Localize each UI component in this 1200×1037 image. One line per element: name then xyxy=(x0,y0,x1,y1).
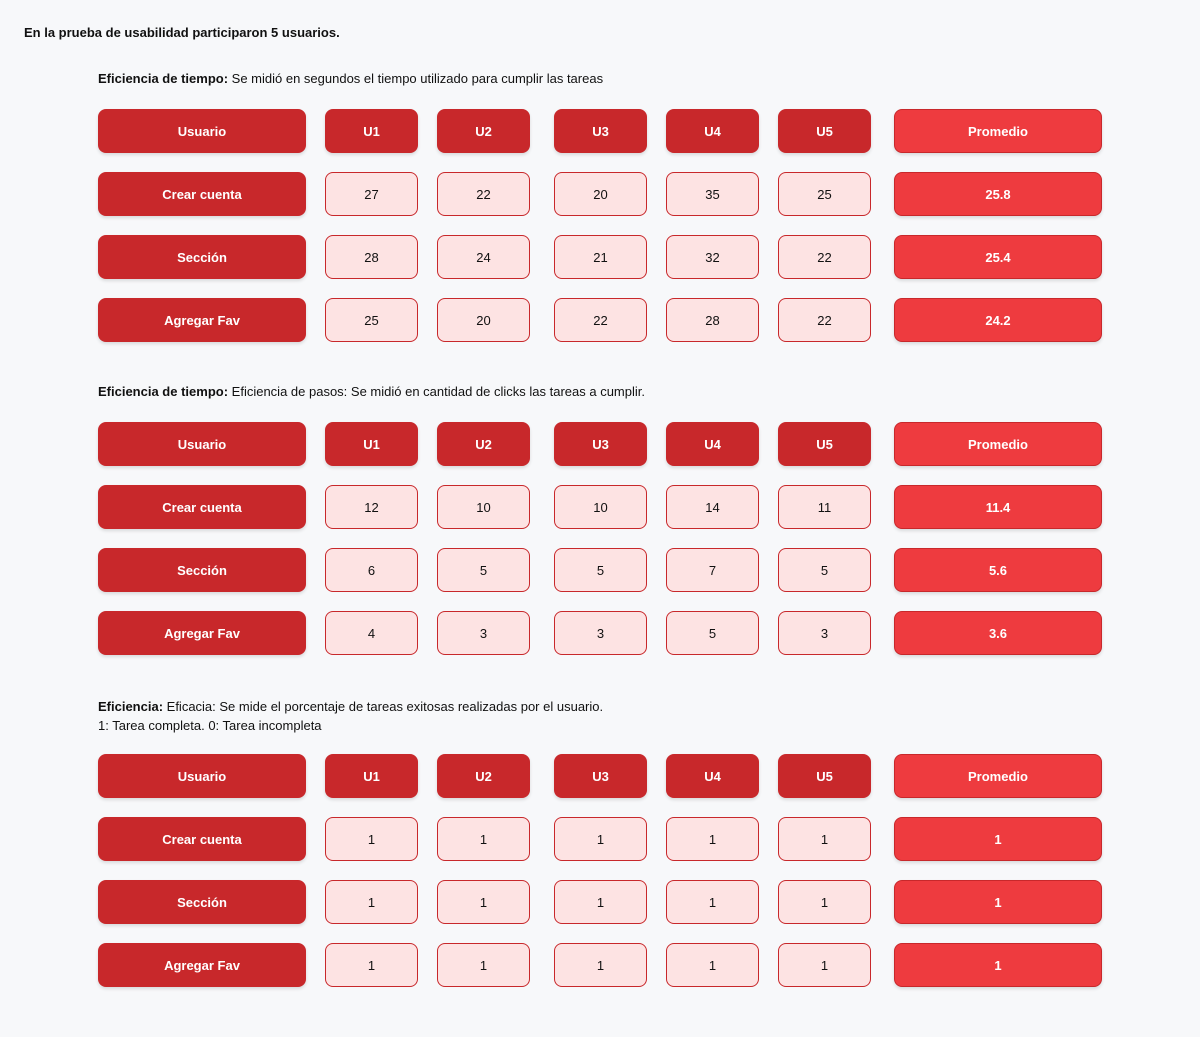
table-header-cell: U4 xyxy=(666,422,759,466)
table-cell: 35 xyxy=(666,172,759,216)
table-header-cell: Usuario xyxy=(98,754,306,798)
task-label-cell: Agregar Fav xyxy=(98,943,306,987)
table-cell: 7 xyxy=(666,548,759,592)
table-header-cell: Promedio xyxy=(894,422,1102,466)
table-cell: 20 xyxy=(437,298,530,342)
section-description xyxy=(98,382,645,401)
table-cell: 1 xyxy=(325,943,418,987)
section-label: Eficiencia de tiempo: xyxy=(98,384,229,399)
task-label-cell: Agregar Fav xyxy=(98,611,306,655)
task-label-cell: Sección xyxy=(98,235,306,279)
average-cell: 3.6 xyxy=(894,611,1102,655)
section-note: 1: Tarea completa. 0: Tarea incompleta xyxy=(98,718,322,733)
section-text: Se midió en segundos el tiempo utilizado para cumplir las tareas xyxy=(228,71,604,86)
average-cell: 24.2 xyxy=(894,298,1102,342)
table-cell: 1 xyxy=(554,880,647,924)
intro-text: En la prueba de usabilidad participaron 5 usuarios. xyxy=(24,25,340,40)
section-label: Eficiencia: xyxy=(98,699,164,714)
section-description xyxy=(98,697,603,735)
table-cell: 24 xyxy=(437,235,530,279)
table-cell: 1 xyxy=(437,817,530,861)
table-cell: 1 xyxy=(554,817,647,861)
table-cell: 5 xyxy=(437,548,530,592)
average-cell: 1 xyxy=(894,880,1102,924)
table-header-cell: U1 xyxy=(325,754,418,798)
table-header-cell: U1 xyxy=(325,422,418,466)
table-cell: 22 xyxy=(778,298,871,342)
table-header-cell: Promedio xyxy=(894,754,1102,798)
task-label-cell: Crear cuenta xyxy=(98,172,306,216)
table-cell: 1 xyxy=(437,943,530,987)
task-label-cell: Agregar Fav xyxy=(98,298,306,342)
table-header-cell: U1 xyxy=(325,109,418,153)
average-cell: 25.8 xyxy=(894,172,1102,216)
table-cell: 1 xyxy=(437,880,530,924)
task-label-cell: Crear cuenta xyxy=(98,817,306,861)
table-header-cell: U2 xyxy=(437,109,530,153)
task-label-cell: Crear cuenta xyxy=(98,485,306,529)
section-text: Eficacia: Se mide el porcentaje de tareas exitosas realizadas por el usuario. xyxy=(163,699,604,714)
table-cell: 20 xyxy=(554,172,647,216)
table-header-cell: U2 xyxy=(437,754,530,798)
table-cell: 4 xyxy=(325,611,418,655)
table-cell: 12 xyxy=(325,485,418,529)
table-cell: 22 xyxy=(554,298,647,342)
table-header-cell: Promedio xyxy=(894,109,1102,153)
task-label-cell: Sección xyxy=(98,880,306,924)
table-cell: 3 xyxy=(437,611,530,655)
table-header-cell: U5 xyxy=(778,754,871,798)
average-cell: 5.6 xyxy=(894,548,1102,592)
table-cell: 1 xyxy=(666,880,759,924)
table-cell: 1 xyxy=(325,817,418,861)
table-cell: 1 xyxy=(778,880,871,924)
table-cell: 14 xyxy=(666,485,759,529)
table-cell: 1 xyxy=(778,943,871,987)
table-header-cell: Usuario xyxy=(98,422,306,466)
table-cell: 1 xyxy=(666,943,759,987)
table-cell: 10 xyxy=(437,485,530,529)
table-cell: 32 xyxy=(666,235,759,279)
section-text: Eficiencia de pasos: Se midió en cantidad de clicks las tareas a cumplir. xyxy=(228,384,645,399)
table-header-cell: U5 xyxy=(778,109,871,153)
table-cell: 25 xyxy=(778,172,871,216)
table-header-cell: U4 xyxy=(666,754,759,798)
table-cell: 10 xyxy=(554,485,647,529)
table-cell: 1 xyxy=(666,817,759,861)
table-cell: 1 xyxy=(778,817,871,861)
table-cell: 22 xyxy=(778,235,871,279)
section-description xyxy=(98,69,603,88)
table-header-cell: U3 xyxy=(554,422,647,466)
table-cell: 27 xyxy=(325,172,418,216)
table-cell: 22 xyxy=(437,172,530,216)
table-cell: 5 xyxy=(666,611,759,655)
section-label: Eficiencia de tiempo: xyxy=(98,71,229,86)
average-cell: 11.4 xyxy=(894,485,1102,529)
table-cell: 5 xyxy=(554,548,647,592)
table-cell: 28 xyxy=(325,235,418,279)
table-header-cell: U3 xyxy=(554,754,647,798)
table-cell: 28 xyxy=(666,298,759,342)
table-cell: 3 xyxy=(554,611,647,655)
table-cell: 5 xyxy=(778,548,871,592)
table-header-cell: U5 xyxy=(778,422,871,466)
table-cell: 11 xyxy=(778,485,871,529)
average-cell: 25.4 xyxy=(894,235,1102,279)
table-cell: 25 xyxy=(325,298,418,342)
table-cell: 1 xyxy=(325,880,418,924)
table-cell: 6 xyxy=(325,548,418,592)
table-cell: 21 xyxy=(554,235,647,279)
table-cell: 3 xyxy=(778,611,871,655)
table-header-cell: U2 xyxy=(437,422,530,466)
table-header-cell: Usuario xyxy=(98,109,306,153)
average-cell: 1 xyxy=(894,943,1102,987)
table-cell: 1 xyxy=(554,943,647,987)
table-header-cell: U4 xyxy=(666,109,759,153)
average-cell: 1 xyxy=(894,817,1102,861)
task-label-cell: Sección xyxy=(98,548,306,592)
table-header-cell: U3 xyxy=(554,109,647,153)
